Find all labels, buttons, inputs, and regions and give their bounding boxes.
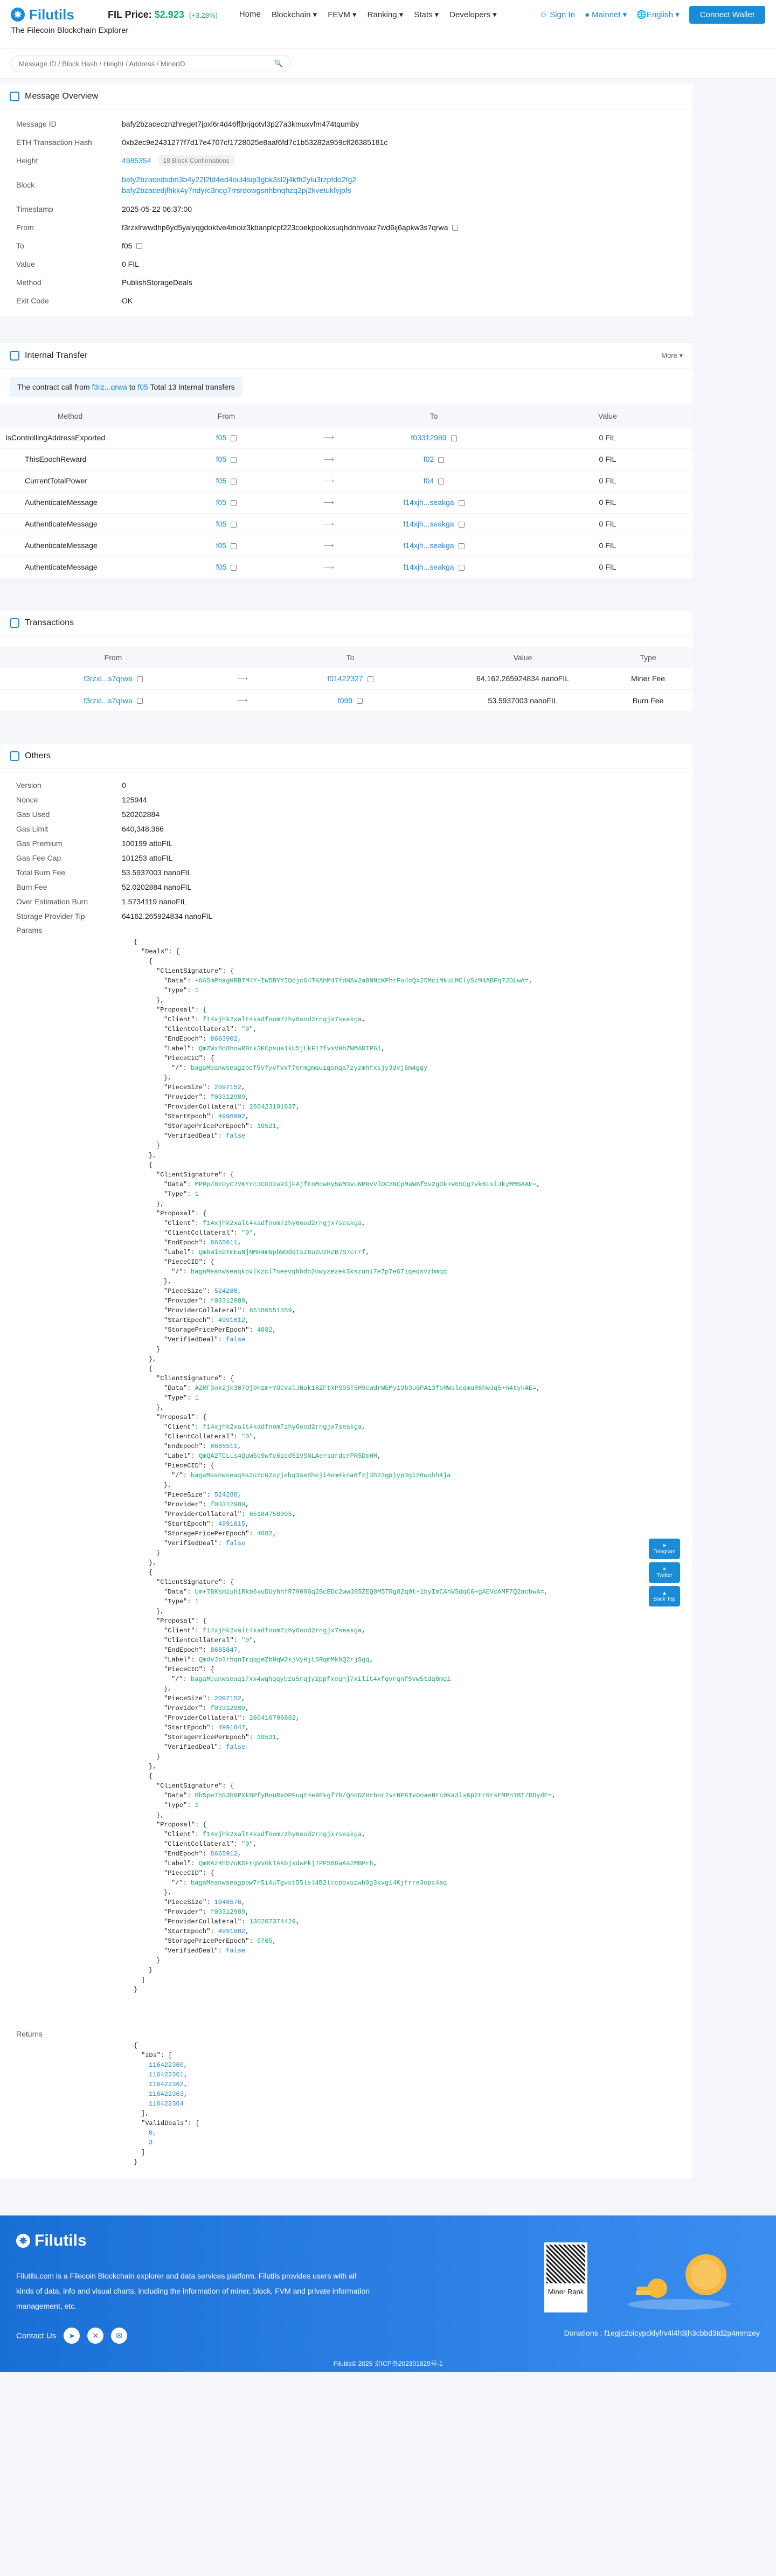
twitter-icon[interactable]: ✕ <box>87 2328 103 2344</box>
to-link[interactable]: f14xjh...seakga <box>403 498 454 507</box>
others-row: Gas Limit 640,348,366 <box>16 824 164 833</box>
internal-transfer-row <box>0 491 692 513</box>
fil-price-value: $2.923 <box>154 9 184 20</box>
others-section <box>0 744 692 2178</box>
method-cell: CurrentTotalPower <box>0 470 140 491</box>
section-title: Message Overview <box>25 92 99 101</box>
params-label: Params <box>16 926 43 934</box>
transaction-row <box>0 668 692 690</box>
sign-in-link[interactable]: ☺ Sign In <box>539 10 575 19</box>
value-cell: 53.5937003 nanoFIL <box>442 690 604 711</box>
arrow-icon: ⟶ <box>313 427 345 448</box>
type-cell: Burn Fee <box>604 690 692 711</box>
value-cell: 0 FIL <box>523 470 692 491</box>
telegram-icon: ➤ <box>662 1543 667 1549</box>
nav-fevm[interactable]: FEVM ▾ <box>328 10 357 19</box>
transactions-table: From To Value Type f3rzxl...s7qrwa ⟶ f01422327 64,162.265924834 nanoFIL Miner Fee f3rzxl...s7qrwa ⟶ f099 53.5937003 nanoFIL Burn Fee <box>0 647 692 712</box>
network-dot-icon: ● <box>584 10 590 19</box>
internal-transfer-row <box>0 427 692 448</box>
copy-icon[interactable] <box>452 225 458 231</box>
others-row: Total Burn Fee 53.5937003 nanoFIL <box>16 868 192 877</box>
to-link[interactable]: f099 <box>337 696 353 705</box>
qr-code-image <box>546 2245 585 2283</box>
site-logo[interactable] <box>11 6 96 23</box>
value-cell: 0 FIL <box>523 535 692 556</box>
method-cell: IsControllingAddressExported <box>0 427 140 448</box>
eth-tx-hash: 0xb2ec9e2431277f7d17e4707cf1728025e8aaf6fd7c1b53282a959cff26385181c <box>122 138 388 147</box>
from-link[interactable]: f05 <box>216 498 227 507</box>
copy-icon[interactable] <box>231 457 237 463</box>
others-row: Gas Used 520202884 <box>16 809 160 819</box>
from-link[interactable]: f05 <box>216 476 227 485</box>
copy-icon[interactable] <box>231 565 237 571</box>
user-icon: ☺ <box>539 10 548 19</box>
copy-icon[interactable] <box>231 522 237 528</box>
internal-transfer-row <box>0 470 692 491</box>
footer-contact: Contact Us ➤ ✕ ✉ <box>16 2328 127 2344</box>
timestamp: 2025-05-22 06:37:00 <box>122 205 192 213</box>
copy-icon[interactable] <box>459 543 465 549</box>
fil-price: FIL Price: $2.923 (+3.28%) <box>108 9 218 20</box>
params-json: { "Deals": [ { "ClientSignature": { "Data": +0ASmPhagHRBTM4Y+IW5BYYIDcjcO4TKAhM47fdHAv2aBNNcKPhrFu4cQx25MciMkuLMClySzM4ABFq7JDLwA=, "Type": 1 }, "Proposal": { "Client": f14xjhk2xalt4kadfnom7zhy6ood2rngjx7seakga, "ClientCollateral": "0", "EndEpoch": 8663902, "Label": QmZWx8d8hnwRBtk3KCpsua1kU5jLkF17fvsVHhZWMARTPG1, "PieceCID": { "/": bagaMeanwseagzbcf5vfyvfvxf7ermgmquiqsnqa7zyzmhfxsjy3dvj6m4gqy }, "PieceSize": 2097152, "Provider": f03312989, "ProviderCollateral": 260423181637, "StartEpoch": 4996992, "StoragePricePerEpoch": 19521, "VerifiedDeal": false } }, { "ClientSignature": { "Data": MPMp/8EOyC7VKYrc3CG3za9ijFAjfEnMcwHy5WM3vuNMRvVlOCzNCpMaWBf5v2gOk+V65Cg7vk6LsiJkyMMSAAE=, "Type": 1 }, "Proposal": { "Client": f14xjhk2xalt4kadfnom7zhy6ood2rngjx7seakga, "ClientCollateral": "0", "EndEpoch": 8665611, "Label": QmbWiS9YmEwNjNMR4mNpbWDdqtsz6uzUzHZB7S7crrf, "PieceCID": { "/": bagaMeanwseaqkpvlkzcl7neevqbbdb2owyzezek3kszuni7e7p7e67iqeqsvzbmqq }, "PieceSize": 524288, "Provider": f03312989, "ProviderCollateral": 65180551359, "StartEpoch": 4991612, "StoragePricePerEpoch": 4882, "VerifiedDeal": false } }, { "ClientSignature": { "Data": AZMF3ok2jk307Oj9Hzm+YOCvalJNak18ZFtXPS9ST5M9cWdrWEMy19b3uGPA13fsRWalcqmuR6hwJq5+n4tykAE=, "Type": 1 }, "Proposal": { "Client": f14xjhk2xalt4kadfnom7zhy6ood2rngjx7seakga, "ClientCollateral": "0", "EndEpoch": 8665511, "Label": QmQA2TCLLs4QuW5c9wfc6icd51VSNLAersdrdcrPR5DmHM, "PieceCID": { "/": bagaMeanwseaq4a2uzc62ayjebq3ae6heji4em4kna6fzj3h23gpjyp3giz6wuhh4ja }, "PieceSize": 524288, "Provider": f03312989, "ProviderCollateral": 65184758095, "StartEpoch": 4991615, "StoragePricePerEpoch": 4882, "VerifiedDeal": false } }, { "ClientSignature": { "Data": Um+7BKsm1uh1Rkb6xuDUyhhfR7900Gq2BcBDc2wwJ85ZEQ0M5TRg82q0t+1byImCAhVSdqC6+gAEVcAMF7Q2achwA=, "Type": 1 }, "Proposal": { "Client": f14xjhk2xalt4kadfnom7zhy6ood2rngjx7seakga, "ClientCollateral": "0", "EndEpoch": 8665847, "Label": QmdvJp3rhqnIrqqgeZbHqW2kjVyHjtSRqmMkbQ2rjSgq, "PieceCID": { "/": bagaMeanwseaqi7xx4wqhqqybzu5rqjy2ppfxeqhj7xilit4xfqvrqnf5vw5tdq6mqi }, "PieceSize": 2097152, "Provider": f03312989, "ProviderCollateral": 260416706682, "StartEpoch": 4991847, "StoragePricePerEpoch": 19531, "VerifiedDeal": false } }, { "ClientSignature": { "Data": Bh5pe7bS3b9PXkBPfyBnuRxOPFuqt4e9Ekgf7b/QndDZHrbnL2vrNPAIvOoaeHrc0Ka3lx6p2trRrsEMPn1BT/DDydE=, "Type": 1 }, "Proposal": { "Client": f14xjhk2xalt4kadfnom7zhy6ood2rngjx7seakga, "ClientCollateral": "0", "EndEpoch": 8665912, "Label": QmRAz4hD7uKSFrgVvGkTAKbjxdwPkjTPPS8GaAa2MBPrh, "PieceCID": { "/": bagaMeanwseagppw7r5i4uTgvxt55lsl4B2lccpbxuzwb0g3kvg14Kjfrre3opc4aq }, "PieceSize": 1048576, "Provider": f03312989, "ProviderCollateral": 130207374429, "StartEpoch": 4991862, "StoragePricePerEpoch": 9765, "VerifiedDeal": false } } ] } <box>134 938 556 1993</box>
others-row: Over Estimation Burn 1.5734119 nanoFIL <box>16 897 187 906</box>
call-from-link[interactable]: f3rz...qrwa <box>92 383 127 391</box>
value-cell: 0 FIL <box>523 556 692 578</box>
search-bar <box>0 49 776 79</box>
copy-icon[interactable] <box>459 565 465 571</box>
overview-icon <box>10 92 19 101</box>
email-icon[interactable]: ✉ <box>111 2328 127 2344</box>
copy-icon[interactable] <box>459 500 465 506</box>
arrow-icon: ⟶ <box>313 448 345 470</box>
value-cell: 0 FIL <box>523 448 692 470</box>
from-link[interactable]: f05 <box>216 563 227 571</box>
value-cell: 0 FIL <box>523 427 692 448</box>
to-link[interactable]: f04 <box>423 476 434 485</box>
site-subtitle: The Filecoin Blockchain Explorer <box>11 26 129 35</box>
back-top-button[interactable]: ▲ Back Top <box>649 1586 680 1606</box>
site-header <box>0 0 776 49</box>
arrow-icon: ⟶ <box>313 535 345 556</box>
copy-icon[interactable] <box>231 479 237 484</box>
copy-icon[interactable] <box>231 500 237 506</box>
internal-transfer-row <box>0 556 692 578</box>
arrow-icon: ⟶ <box>226 690 259 711</box>
to-link[interactable]: f14xjh...seakga <box>403 563 454 571</box>
footer-copyright: Filutils© 2025 京ICP备202301829号-1 <box>333 2360 443 2367</box>
from-address[interactable]: f3rzxlrwwdhp6yd5yalyqgdoktve4moiz3kbanplcpf223coekpookxsuqhdnhvoaz7wd6ij6apkw3s7qrwa <box>122 223 448 232</box>
logo-text: Filutils <box>29 6 74 23</box>
block-link[interactable]: bafy2bzacedjfhkk4y7ndyrc3ncg7rrsrdowgsnhbnqhzq2pj2kvetukfvjpfs <box>122 186 351 195</box>
to-link[interactable]: f03312989 <box>411 433 447 442</box>
copy-icon[interactable] <box>136 243 142 249</box>
footer-illustration <box>625 2237 733 2312</box>
method: PublishStorageDeals <box>122 278 192 287</box>
internal-transfer-section <box>0 343 692 578</box>
copy-icon[interactable] <box>438 479 444 484</box>
to-link[interactable]: f01422327 <box>327 674 363 683</box>
from-link[interactable]: f3rzxl...s7qrwa <box>84 696 133 705</box>
method-cell: ThisEpochReward <box>0 448 140 470</box>
arrow-up-icon: ▲ <box>662 1590 667 1596</box>
section-title: Transactions <box>25 618 74 627</box>
section-title: Internal Transfer <box>25 351 88 360</box>
language-select[interactable]: 🌐English ▾ <box>636 10 680 19</box>
miner-rank-qr: Miner Rank <box>544 2242 587 2312</box>
filutils-logo-icon: ✵ <box>16 2234 30 2248</box>
message-id: bafy2bzacecznzhreget7jpxl6r4d46ffjbrjqotvl3p27a3kmuxvfm474tqumby <box>122 120 359 128</box>
copy-icon[interactable] <box>357 698 363 704</box>
floating-actions <box>649 1539 680 1606</box>
others-row: Burn Fee 52.0202884 nanoFIL <box>16 882 192 891</box>
arrow-icon: ⟶ <box>313 470 345 491</box>
others-row: Storage Provider Tip 64162.265924834 nanoFIL <box>16 911 213 920</box>
footer-logo: ✵ Filutils <box>16 2232 87 2250</box>
nav-ranking[interactable]: Ranking ▾ <box>367 10 404 19</box>
to-link[interactable]: f14xjh...seakga <box>403 541 454 550</box>
telegram-icon[interactable]: ➤ <box>64 2328 80 2344</box>
value-cell: 0 FIL <box>523 513 692 535</box>
from-link[interactable]: f05 <box>216 541 227 550</box>
transactions-icon <box>10 618 19 628</box>
confirmations-badge: 18 Block Confirmations <box>159 155 234 166</box>
site-footer <box>0 2215 776 2372</box>
nav-developers[interactable]: Developers ▾ <box>449 10 497 19</box>
arrow-icon: ⟶ <box>313 491 345 513</box>
telegram-button[interactable]: ➤ Telegram <box>649 1539 680 1559</box>
arrow-icon: ⟶ <box>313 556 345 578</box>
main-nav <box>239 10 497 19</box>
search-box <box>11 55 291 72</box>
copy-icon[interactable] <box>459 522 465 528</box>
exit-code: OK <box>122 296 133 305</box>
from-link[interactable]: f05 <box>216 433 227 442</box>
more-button[interactable]: More ▾ <box>661 351 683 359</box>
footer-description: Filutils.com is a Filecoin Blockchain explorer and data services platform. Filutils provides users with all kinds of data, info and visual charts, including the information of miner, block, FVM and private information management, etc. <box>16 2272 370 2310</box>
others-row: Version 0 <box>16 780 126 790</box>
filutils-logo-icon: ✵ <box>11 8 25 22</box>
to-link[interactable]: f14xjh...seakga <box>403 520 454 528</box>
method-cell: AuthenticateMessage <box>0 513 140 535</box>
value-cell: 64,162.265924834 nanoFIL <box>442 668 604 690</box>
internal-transfer-row <box>0 535 692 556</box>
to-link[interactable]: f02 <box>423 455 434 463</box>
method-cell: AuthenticateMessage <box>0 535 140 556</box>
returns-json: { "IDs": [ 116422360, 116422361, 116422362, 116422363, 116422364 ], "ValidDeals": [ 0, 3 ] } <box>134 2042 200 2166</box>
others-row: Gas Premium 100199 attoFIL <box>16 839 173 848</box>
call-to-link[interactable]: f05 <box>137 383 148 391</box>
donation-address[interactable]: f1egjc2oicypcklyfrv4l4h3jh3cbbd3td2p4mmzey <box>604 2329 760 2337</box>
copy-icon[interactable] <box>137 698 143 704</box>
transactions-section <box>0 611 692 712</box>
copy-icon[interactable] <box>438 457 444 463</box>
copy-icon[interactable] <box>231 543 237 549</box>
internal-transfer-row <box>0 448 692 470</box>
internal-transfer-row <box>0 513 692 535</box>
others-row: Nonce 125944 <box>16 795 147 804</box>
method-cell: AuthenticateMessage <box>0 491 140 513</box>
twitter-button[interactable]: ✕ Twitter <box>649 1562 680 1583</box>
value-cell: 0 FIL <box>523 491 692 513</box>
returns-label: Returns <box>16 2030 43 2038</box>
transfer-icon <box>10 351 19 361</box>
message-overview-section: Message Overview Message ID bafy2bzacecznzhreget7jpxl6r4d46ffjbrjqotvl3p27a3kmuxvfm474tqumby ETH Transaction Hash 0xb2ec9e2431277f7d17e4707cf1728025e8aaf6fd7c1b53282a959cff26385181c Height 4985354 18 Block Confirmations Block bafy2bzacedsdm3b4y22l2fd4ed4oul4sqi3gbk3sl2j4kfh2ylu3rzpfdo2fg2 bafy2bzacedjfhkk4y7ndyrc3ncg7rrsrdowgsnhbnqhzq2pj2kvetukfvjpfs Timestamp 2025-05-22 06:37:00 From f3rzxlrwwdhp6yd5yalyqgdoktve4moiz3kbanplcpf223coekpookxsuqhdnhvoaz7wd6ij6apkw3s7qrwa To f05 Value 0 FIL Method PublishStorageDeals Exit Code OK <box>0 84 692 316</box>
height-link[interactable]: 4985354 <box>122 156 151 165</box>
arrow-icon: ⟶ <box>226 668 259 690</box>
nav-stats[interactable]: Stats ▾ <box>414 10 439 19</box>
nav-blockchain[interactable]: Blockchain ▾ <box>271 10 317 19</box>
others-row: Gas Fee Cap 101253 attoFIL <box>16 853 173 862</box>
copy-icon[interactable] <box>231 435 237 441</box>
value: 0 FIL <box>122 260 139 268</box>
transaction-row <box>0 690 692 711</box>
search-icon[interactable]: 🔍 <box>274 59 283 67</box>
fil-price-change: (+3.28%) <box>189 11 218 19</box>
internal-transfer-table: Method From To Value IsControllingAddressExported f05 ⟶ f03312989 0 FIL ThisEpochReward f05 ⟶ f02 0 FIL CurrentTotalPower f05 ⟶ f04 0 FIL AuthenticateMessage f05 ⟶ f14xjh...seakga 0 FIL AuthenticateMessage f05 ⟶ f14xjh...seakga 0 FIL AuthenticateMessage f05 ⟶ f14xjh...seakga 0 FIL AuthenticateMessage f05 ⟶ f14xjh...seakga 0 FIL <box>0 405 692 578</box>
network-select[interactable]: ● Mainnet ▾ <box>584 10 627 19</box>
method-cell: AuthenticateMessage <box>0 556 140 578</box>
copy-icon[interactable] <box>451 435 457 441</box>
contract-call-summary: The contract call from f3rz...qrwa to f05 Total 13 internal transfers <box>10 377 242 397</box>
others-icon <box>10 751 19 761</box>
copy-icon[interactable] <box>368 676 373 682</box>
twitter-icon: ✕ <box>662 1567 667 1573</box>
footer-donations: Donations : f1egjc2oicypcklyfrv4l4h3jh3cbbd3td2p4mmzey <box>564 2329 760 2337</box>
section-title: Others <box>25 751 51 760</box>
arrow-icon: ⟶ <box>313 513 345 535</box>
type-cell: Miner Fee <box>604 668 692 690</box>
connect-wallet-button[interactable]: Connect Wallet <box>689 6 765 24</box>
from-link[interactable]: f05 <box>216 520 227 528</box>
from-link[interactable]: f3rzxl...s7qrwa <box>84 674 133 683</box>
globe-icon: 🌐 <box>636 10 647 19</box>
from-link[interactable]: f05 <box>216 455 227 463</box>
search-input[interactable] <box>19 60 274 68</box>
copy-icon[interactable] <box>137 676 143 682</box>
nav-home[interactable]: Home <box>239 10 261 19</box>
to-address[interactable]: f05 <box>122 241 133 250</box>
block-link[interactable]: bafy2bzacedsdm3b4y22l2fd4ed4oul4sqi3gbk3sl2j4kfh2ylu3rzpfdo2fg2 <box>122 175 357 184</box>
